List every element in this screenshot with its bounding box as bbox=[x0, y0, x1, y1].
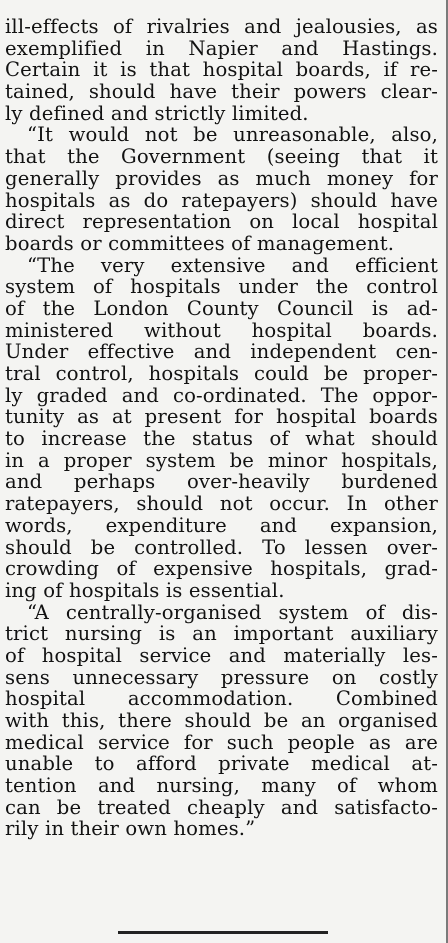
text-line: and perhaps over-heavily burdened bbox=[5, 470, 438, 494]
text-line: system of hospitals under the control bbox=[5, 275, 438, 299]
text-line: hospitals as do ratepayers) should have bbox=[5, 188, 438, 212]
text-line: with this, there should be an organised bbox=[5, 709, 438, 732]
end-of-article-rule bbox=[118, 931, 328, 934]
text-line: Certain it is that hospital boards, if re- bbox=[5, 58, 438, 82]
text-line: “A centrally-organised system of dis- bbox=[27, 600, 438, 624]
text-line: ly graded and co-ordinated. The oppor- bbox=[5, 383, 438, 407]
text-line: hospital accommodation. Combined bbox=[5, 687, 438, 711]
text-line: in a proper system be minor hospitals, bbox=[5, 448, 438, 472]
text-line: boards or committees of management. bbox=[5, 231, 395, 255]
text-line: rily in their own homes.” bbox=[5, 817, 256, 841]
text-line: to increase the status of what should bbox=[5, 427, 438, 451]
paragraph-1 bbox=[5, 16, 438, 124]
paragraph-4 bbox=[5, 602, 438, 841]
text-line: should be controlled. To lessen over- bbox=[5, 535, 438, 559]
text-line: tained, should have their powers clear- bbox=[5, 80, 438, 104]
text-line: words, expenditure and expansion, bbox=[5, 513, 438, 537]
text-line: unable to afford private medical at- bbox=[5, 752, 438, 776]
article-column bbox=[5, 16, 438, 840]
paragraph-2 bbox=[5, 124, 438, 254]
text-line: medical service for such people as are bbox=[5, 730, 438, 754]
text-line: of hospital service and materially les- bbox=[5, 643, 438, 667]
text-line: ly defined and strictly limited. bbox=[5, 101, 309, 125]
text-line: direct representation on local hospital bbox=[5, 210, 438, 234]
text-line: exemplified in Napier and Hastings. bbox=[5, 36, 438, 60]
text-line: tral control, hospitals could be proper- bbox=[5, 362, 438, 385]
text-line: “It would not be unreasonable, also, bbox=[27, 123, 438, 147]
text-line: can be treated cheaply and satisfacto- bbox=[5, 795, 438, 819]
text-line: ing of hospitals is essential. bbox=[5, 578, 285, 602]
text-line: tunity as at present for hospital boards bbox=[5, 405, 438, 429]
text-line: of the London County Council is ad- bbox=[5, 296, 438, 320]
paragraph-3 bbox=[5, 255, 438, 602]
text-line: trict nursing is an important auxiliary bbox=[5, 622, 438, 646]
text-line: Under effective and independent cen- bbox=[5, 340, 438, 364]
text-line: that the Government (seeing that it bbox=[5, 145, 438, 169]
text-line: ministered without hospital boards. bbox=[5, 318, 438, 342]
text-line: tention and nursing, many of whom bbox=[5, 774, 438, 798]
text-line: sens unnecessary pressure on costly bbox=[5, 665, 438, 689]
text-line: “The very extensive and efficient bbox=[27, 253, 438, 277]
text-line: ill-effects of rivalries and jealousies, as bbox=[5, 15, 438, 38]
text-line: crowding of expensive hospitals, grad- bbox=[5, 557, 438, 581]
text-line: ratepayers, should not occur. In other bbox=[5, 492, 438, 516]
text-line: generally provides as much money for bbox=[5, 166, 438, 190]
